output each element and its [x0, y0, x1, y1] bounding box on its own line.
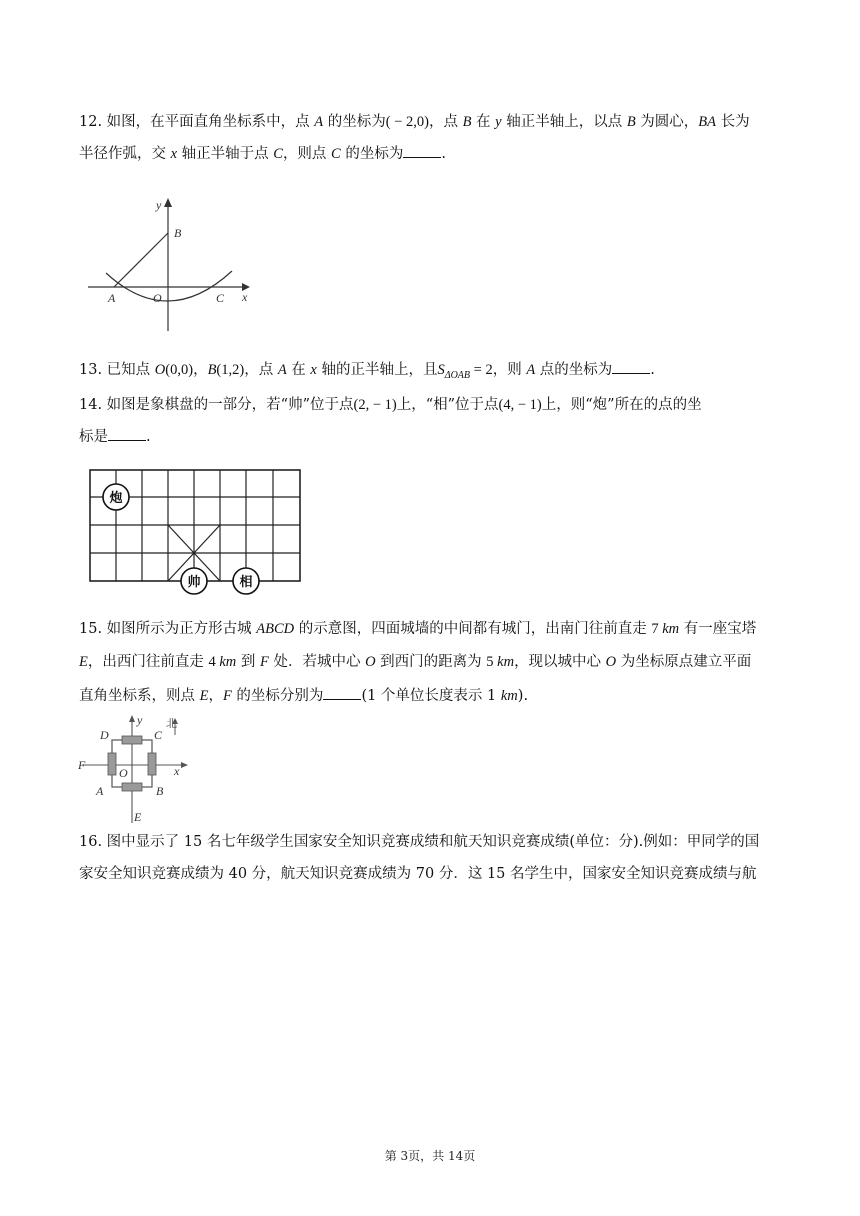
text-run: 点的坐标为: [535, 362, 613, 378]
fig12-b-label: B: [174, 226, 182, 240]
math-expression: (0,0): [165, 362, 194, 378]
text-run: 如图所示为正方形古城: [106, 621, 257, 637]
text-run: 在: [471, 114, 496, 130]
math-variable: x: [310, 362, 317, 378]
fig15-d-label: D: [100, 728, 109, 742]
math-variable: O: [154, 362, 166, 378]
fig15-b-label: B: [156, 784, 164, 798]
text-run: 的坐标为: [340, 146, 404, 162]
question-13-line-1: [79, 354, 781, 392]
text-run: 在: [286, 362, 311, 378]
math-variable: km: [662, 621, 680, 637]
math-variable: O: [605, 654, 617, 670]
text-run: ).: [517, 688, 529, 704]
fig15-c-label: C: [154, 728, 163, 742]
fig15-y-label: y: [137, 713, 143, 727]
text-run: ，点: [428, 114, 463, 130]
text-run: 已知点: [106, 362, 155, 378]
math-variable: S: [437, 362, 445, 378]
text-run: 标是: [79, 429, 108, 445]
text-run: 轴正半轴上，以点: [501, 114, 627, 130]
question-12-line-2: [79, 138, 781, 170]
text-run: 家安全知识竞赛成绩为 40 分，航天知识竞赛成绩为 70 分．这 15 名学生中，国家安全知识竞赛成绩与航: [79, 866, 757, 882]
answer-blank[interactable]: [108, 426, 146, 441]
math-variable: km: [500, 688, 518, 704]
text-run: ，则点: [282, 146, 332, 162]
question-number: 14.: [79, 397, 107, 413]
math-expression: (1,2): [216, 362, 245, 378]
math-variable: ABCD: [256, 621, 295, 637]
math-subscript: ΔOAB: [444, 369, 471, 381]
text-run: 到: [236, 654, 260, 670]
text-run: 处．若城中心: [268, 654, 366, 670]
fig15-f-label: F: [78, 758, 86, 772]
piece-xiang: [233, 568, 259, 594]
text-run: .: [146, 429, 151, 445]
text-run: ，则: [492, 362, 527, 378]
fig15-e-label: E: [134, 810, 142, 824]
math-variable: km: [497, 654, 515, 670]
math-expression: (4, − 1): [498, 397, 542, 413]
piece-shuai: [181, 568, 207, 594]
math-expression: 5: [486, 654, 498, 670]
math-variable: y: [495, 114, 502, 130]
fig12-y-label: y: [156, 198, 162, 212]
math-variable: A: [526, 362, 536, 378]
math-expression: = 2: [470, 362, 493, 378]
fig12-x-label: x: [242, 290, 248, 304]
text-run: ，: [193, 362, 208, 378]
figure-14-chessboard: [84, 465, 306, 590]
answer-blank[interactable]: [403, 143, 441, 158]
math-variable: E: [199, 688, 209, 704]
math-variable: BA: [698, 114, 716, 130]
math-variable: F: [222, 688, 232, 704]
math-variable: F: [259, 654, 269, 670]
answer-blank[interactable]: [612, 359, 650, 374]
math-variable: x: [170, 146, 178, 162]
figure-12-coordinate-arc: [88, 195, 258, 335]
question-14-line-2: [79, 421, 781, 453]
text-run: 直角坐标系，则点: [79, 688, 200, 704]
fig12-a-label: A: [108, 291, 116, 305]
math-variable: A: [277, 362, 287, 378]
text-run: 上，则“炮”所在的点的坐: [541, 397, 702, 413]
text-run: 为坐标原点建立平面: [616, 654, 752, 670]
math-expression: ( − 2,0): [385, 114, 429, 130]
text-run: ，: [208, 688, 223, 704]
question-number: 15.: [79, 621, 107, 637]
math-expression: 4: [208, 654, 220, 670]
math-expression: 7: [651, 621, 663, 637]
math-variable: B: [207, 362, 217, 378]
text-run: 为圆心，: [635, 114, 699, 130]
fig12-c-label: C: [216, 291, 225, 305]
piece-pao: [103, 484, 129, 510]
text-run: 如图，在平面直角坐标系中，点: [106, 114, 315, 130]
math-variable: C: [331, 146, 341, 162]
page-footer: 第 3页，共 14页: [384, 1149, 476, 1163]
text-run: 长为: [716, 114, 750, 130]
fig15-o-label: O: [119, 766, 128, 780]
text-run: 上，“相”位于点: [396, 397, 499, 413]
question-15-line-3: [79, 680, 781, 712]
text-run: 图中显示了 15 名七年级学生国家安全知识竞赛成绩和航天知识竞赛成绩(单位：分).例如：甲同学的国: [106, 834, 760, 850]
text-run: 半径作弧，交: [79, 146, 171, 162]
text-run: 的坐标为: [323, 114, 386, 130]
text-run: 轴的正半轴上，且: [316, 362, 438, 378]
math-variable: C: [273, 146, 283, 162]
fig15-north-label: 北: [166, 717, 177, 730]
text-run: ，现以城中心: [514, 654, 606, 670]
math-variable: B: [462, 114, 472, 130]
text-run: 的示意图，四面城墙的中间都有城门，出南门往前直走: [294, 621, 652, 637]
question-number: 13.: [79, 362, 107, 378]
text-run: 如图是象棋盘的一部分，若“帅”位于点: [106, 397, 354, 413]
math-variable: B: [626, 114, 636, 130]
text-run: ，出西门往前直走: [87, 654, 209, 670]
text-run: 的坐标分别为: [231, 688, 324, 704]
text-run: .: [650, 362, 655, 378]
svg-text:帅: 帅: [187, 575, 201, 590]
text-run: ，点: [244, 362, 278, 378]
math-variable: km: [219, 654, 237, 670]
fig15-x-label: x: [174, 764, 180, 778]
math-variable: E: [79, 654, 88, 670]
question-16-line-2: [79, 858, 781, 890]
fig15-a-label: A: [96, 784, 104, 798]
math-expression: (2, − 1): [353, 397, 397, 413]
text-run: 有一座宝塔: [679, 621, 757, 637]
question-12-line-1: [79, 106, 781, 138]
text-run: 到西门的距离为: [375, 654, 487, 670]
question-number: 12.: [79, 114, 107, 130]
text-run: .: [441, 146, 446, 162]
svg-text:相: 相: [239, 575, 253, 590]
text-run: 轴正半轴于点: [177, 146, 274, 162]
math-variable: A: [314, 114, 324, 130]
answer-blank[interactable]: [323, 685, 361, 700]
figure-15-ancient-city: [78, 713, 190, 825]
svg-text:炮: 炮: [109, 491, 123, 506]
question-number: 16.: [79, 834, 107, 850]
question-15-line-1: [79, 613, 781, 645]
question-15-line-2: [79, 646, 781, 678]
question-16-line-1: [79, 826, 781, 858]
fig12-o-label: O: [153, 291, 162, 305]
math-variable: O: [365, 654, 376, 670]
question-14-line-1: [79, 389, 781, 421]
text-run: (1 个单位长度表示 1: [361, 688, 501, 704]
